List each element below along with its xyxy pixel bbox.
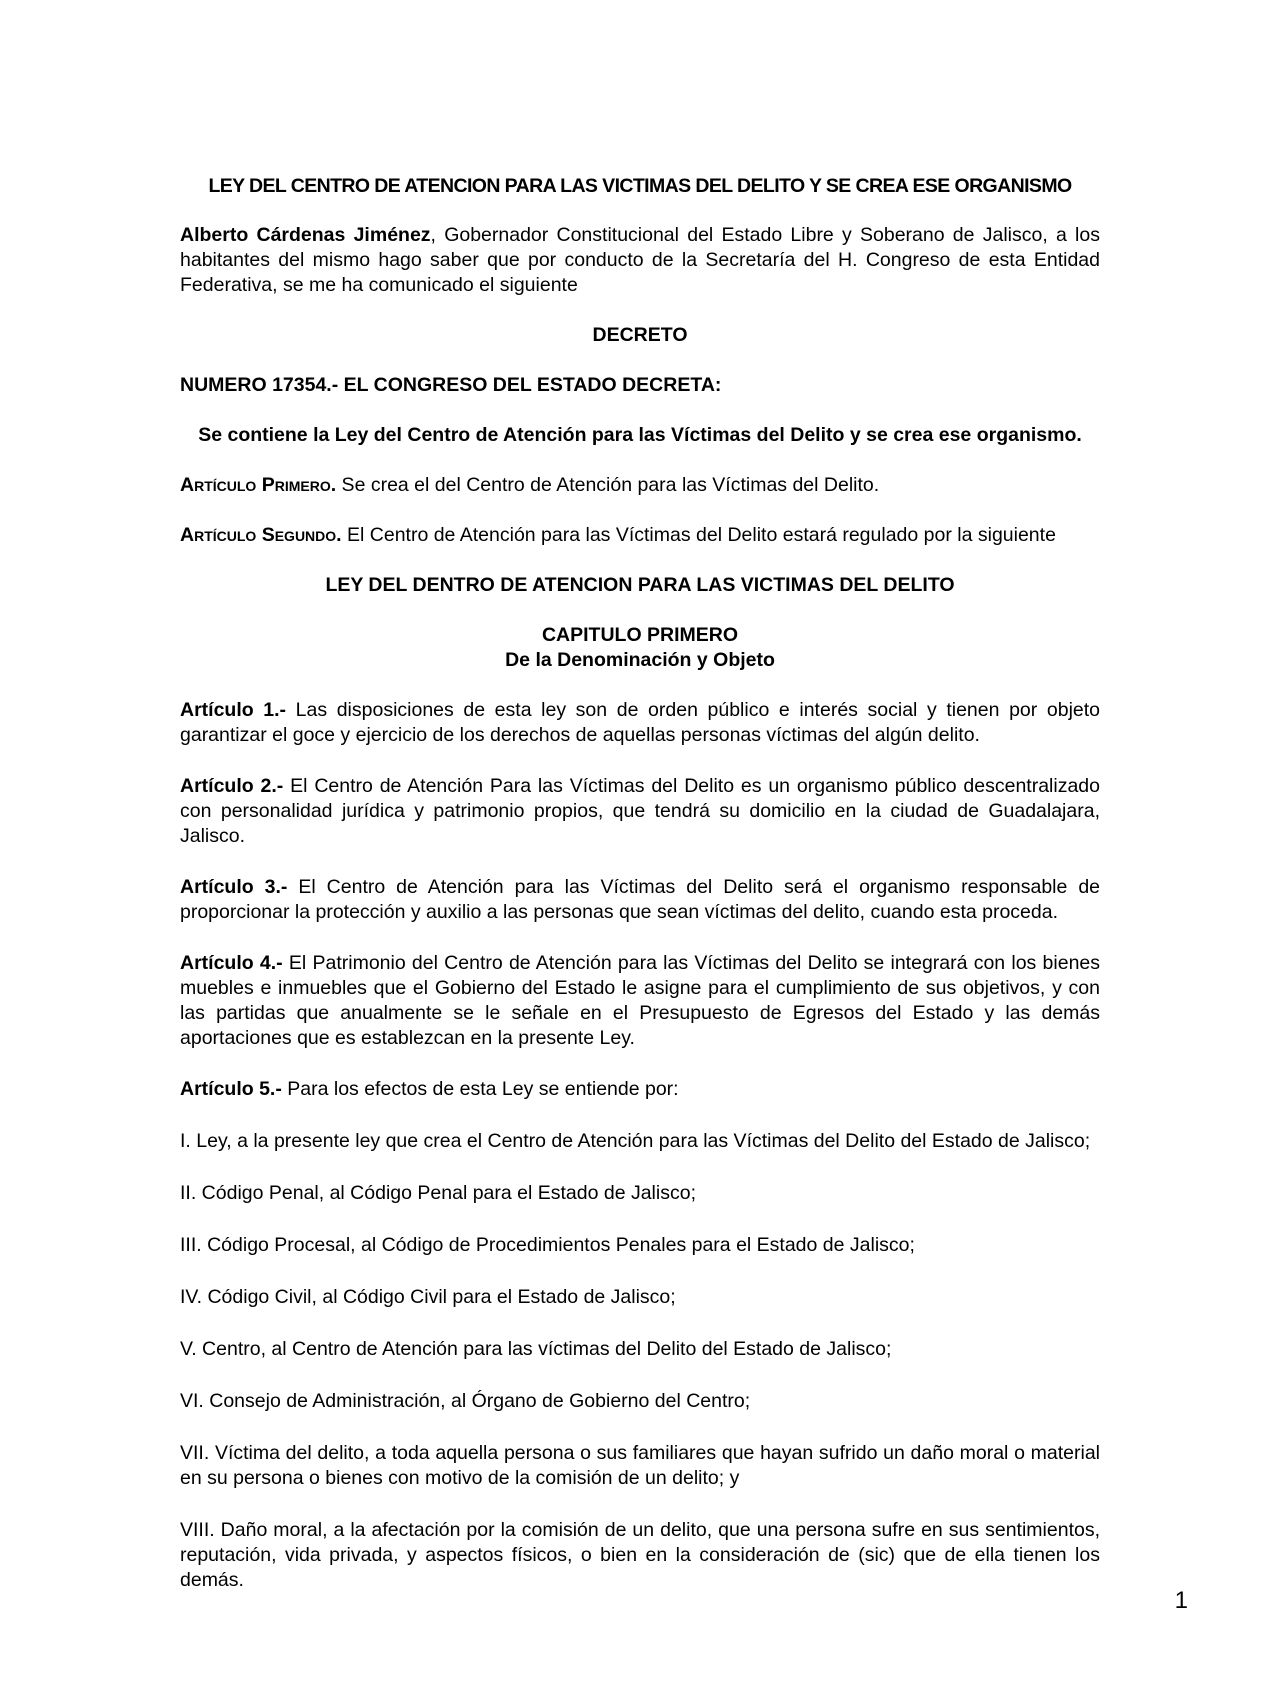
article-2 (180, 774, 1100, 849)
law-title: LEY DEL CENTRO DE ATENCION PARA LAS VICTIMAS DEL DELITO Y SE CREA ESE ORGANISMO (208, 175, 1072, 197)
definition-item: III. Código Procesal, al Código de Procedimientos Penales para el Estado de Jalisco; (180, 1234, 915, 1256)
articulo-segundo-text: El Centro de Atención para las Víctimas del Delito estará regulado por la siguiente (341, 524, 1056, 546)
definition-item: I. Ley, a la presente ley que crea el Centro de Atención para las Víctimas del Delito del Estado de Jalisco; (180, 1130, 1091, 1152)
article-1-text: Las disposiciones de esta ley son de orden público e interés social y tienen por objeto garantizar el goce y ejercicio de los derechos de aquellas personas víctimas del algún delito. (180, 699, 1101, 746)
article-3-text: El Centro de Atención para las Víctimas del Delito será el organismo responsable de proporcionar la protección y auxilio a las personas que sean víctimas del delito, cuando esta proceda. (180, 876, 1101, 923)
article-2-text: El Centro de Atención Para las Víctimas del Delito es un organismo público descentralizado con personalidad jurídica y patrimonio propios, que tendrá su domicilio en la ciudad de Guadalajara, Jalisco. (180, 775, 1101, 847)
definition-item: II. Código Penal, al Código Penal para el Estado de Jalisco; (180, 1182, 696, 1204)
ley-heading: LEY DEL DENTRO DE ATENCION PARA LAS VICTIMAS DEL DELITO (325, 574, 955, 596)
article-5-text: Para los efectos de esta Ley se entiende por: (281, 1078, 679, 1100)
governor-name: Alberto Cárdenas Jiménez (180, 224, 431, 246)
articulo-primero (180, 473, 1100, 498)
articulo-primero-label: Artículo Primero. (180, 474, 337, 496)
article-5 (180, 1077, 1100, 1102)
intro-paragraph (180, 223, 1100, 298)
definition-item: VIII. Daño moral, a la afectación por la comisión de un delito, que una persona sufre en sus sentimientos, reputación, vida privada, y aspectos físicos, o bien en la consideración de (sic) que de ella tienen los demás. (180, 1519, 1100, 1591)
definition-item: VI. Consejo de Administración, al Órgano de Gobierno del Centro; (180, 1390, 751, 1412)
article-3-label: Artículo 3.- (180, 876, 288, 898)
decree-number-line: NUMERO 17354.- EL CONGRESO DEL ESTADO DECRETA: (180, 374, 722, 396)
article-4-text: El Patrimonio del Centro de Atención para las Víctimas del Delito se integrará con los bienes muebles e inmuebles que el Gobierno del Estado le asigne para el cumplimiento de sus objetivos, y con las partidas que anualmente se le señale en el Presupuesto de Egresos del Estado y las demás aportaciones que es establezcan en la presente Ley. (180, 952, 1101, 1049)
article-1 (180, 698, 1100, 748)
page-number: 1 (1174, 1587, 1188, 1614)
intro-text: , Gobernador Constitucional del Estado Libre y Soberano de Jalisco, a los habitantes del mismo hago saber que por conducto de la Secretaría del H. Congreso de esta Entidad Federativa, se me ha comunicado el siguiente (180, 224, 1100, 296)
chapter-heading (180, 623, 1100, 673)
articulo-segundo-label: Artículo Segundo. (180, 524, 342, 546)
article-3 (180, 875, 1100, 925)
definition-item: VII. Víctima del delito, a toda aquella persona o sus familiares que hayan sufrido un daño moral o material en su persona o bienes con motivo de la comisión de un delito; y (180, 1442, 1100, 1489)
articulo-segundo (180, 523, 1100, 548)
article-4-label: Artículo 4.- (180, 952, 283, 974)
document-body (180, 174, 1100, 1593)
chapter-name: De la Denominación y Objeto (505, 649, 775, 671)
chapter-number: CAPITULO PRIMERO (541, 624, 739, 646)
decree-contents-line: Se contiene la Ley del Centro de Atención para las Víctimas del Delito y se crea ese organismo. (198, 424, 1082, 446)
definition-item: V. Centro, al Centro de Atención para las víctimas del Delito del Estado de Jalisco; (180, 1338, 892, 1360)
article-1-label: Artículo 1.- (180, 699, 287, 721)
articulo-primero-text: Se crea el del Centro de Atención para las Víctimas del Delito. (336, 474, 880, 496)
article-5-label: Artículo 5.- (180, 1078, 282, 1100)
definition-item: IV. Código Civil, al Código Civil para el Estado de Jalisco; (180, 1286, 676, 1308)
article-4 (180, 951, 1100, 1051)
decreto-heading: DECRETO (592, 324, 688, 346)
article-2-label: Artículo 2.- (180, 775, 284, 797)
